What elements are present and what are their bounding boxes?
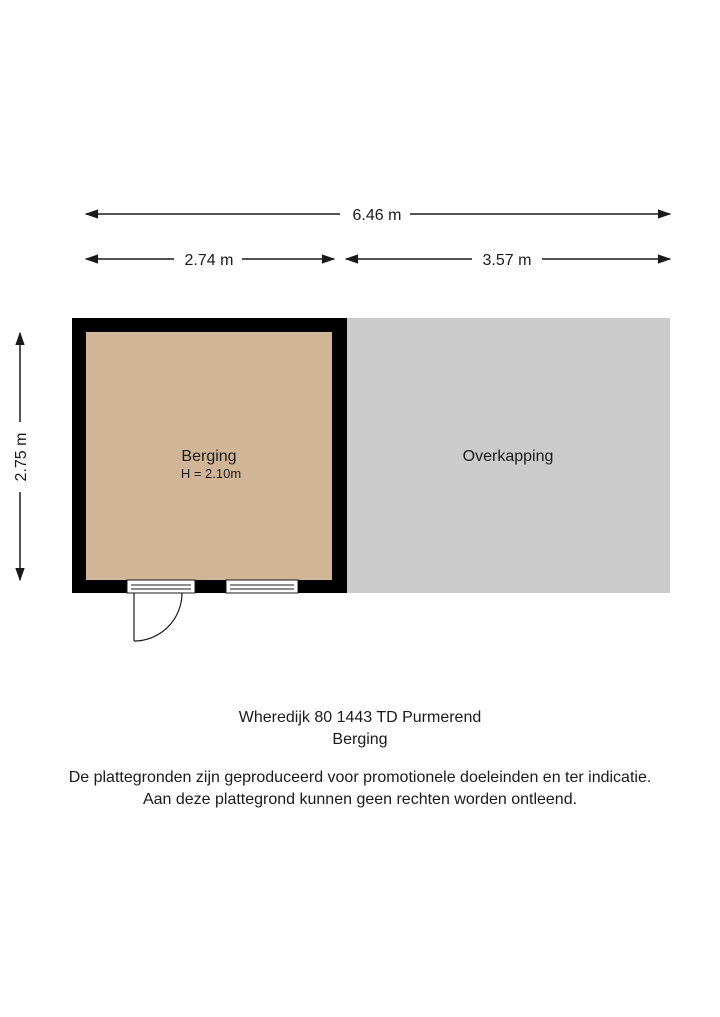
berging-height: H = 2.10m bbox=[180, 466, 242, 481]
overkapping-name: Overkapping bbox=[462, 448, 554, 465]
dimension-total-width bbox=[86, 207, 670, 224]
total-width-label: 6.46 m bbox=[352, 207, 402, 224]
disclaimer-line-1: De plattegronden zijn geproduceerd voor promotionele doeleinden en ter indicatie. bbox=[68, 769, 652, 786]
window bbox=[226, 580, 298, 593]
height-label: 2.75 m bbox=[13, 432, 30, 482]
dimension-left-width bbox=[86, 252, 334, 269]
left-width-label: 2.74 m bbox=[184, 252, 234, 269]
dimension-right-width bbox=[346, 252, 670, 269]
right-width-label: 3.57 m bbox=[482, 252, 532, 269]
disclaimer-line-2: Aan deze plattegrond kunnen geen rechten worden ontleend. bbox=[142, 791, 578, 808]
floor-caption: Berging bbox=[332, 731, 388, 748]
berging-name: Berging bbox=[181, 448, 237, 465]
door bbox=[127, 580, 195, 641]
dimension-height bbox=[13, 333, 30, 580]
address-caption: Wheredijk 80 1443 TD Purmerend bbox=[238, 709, 482, 726]
